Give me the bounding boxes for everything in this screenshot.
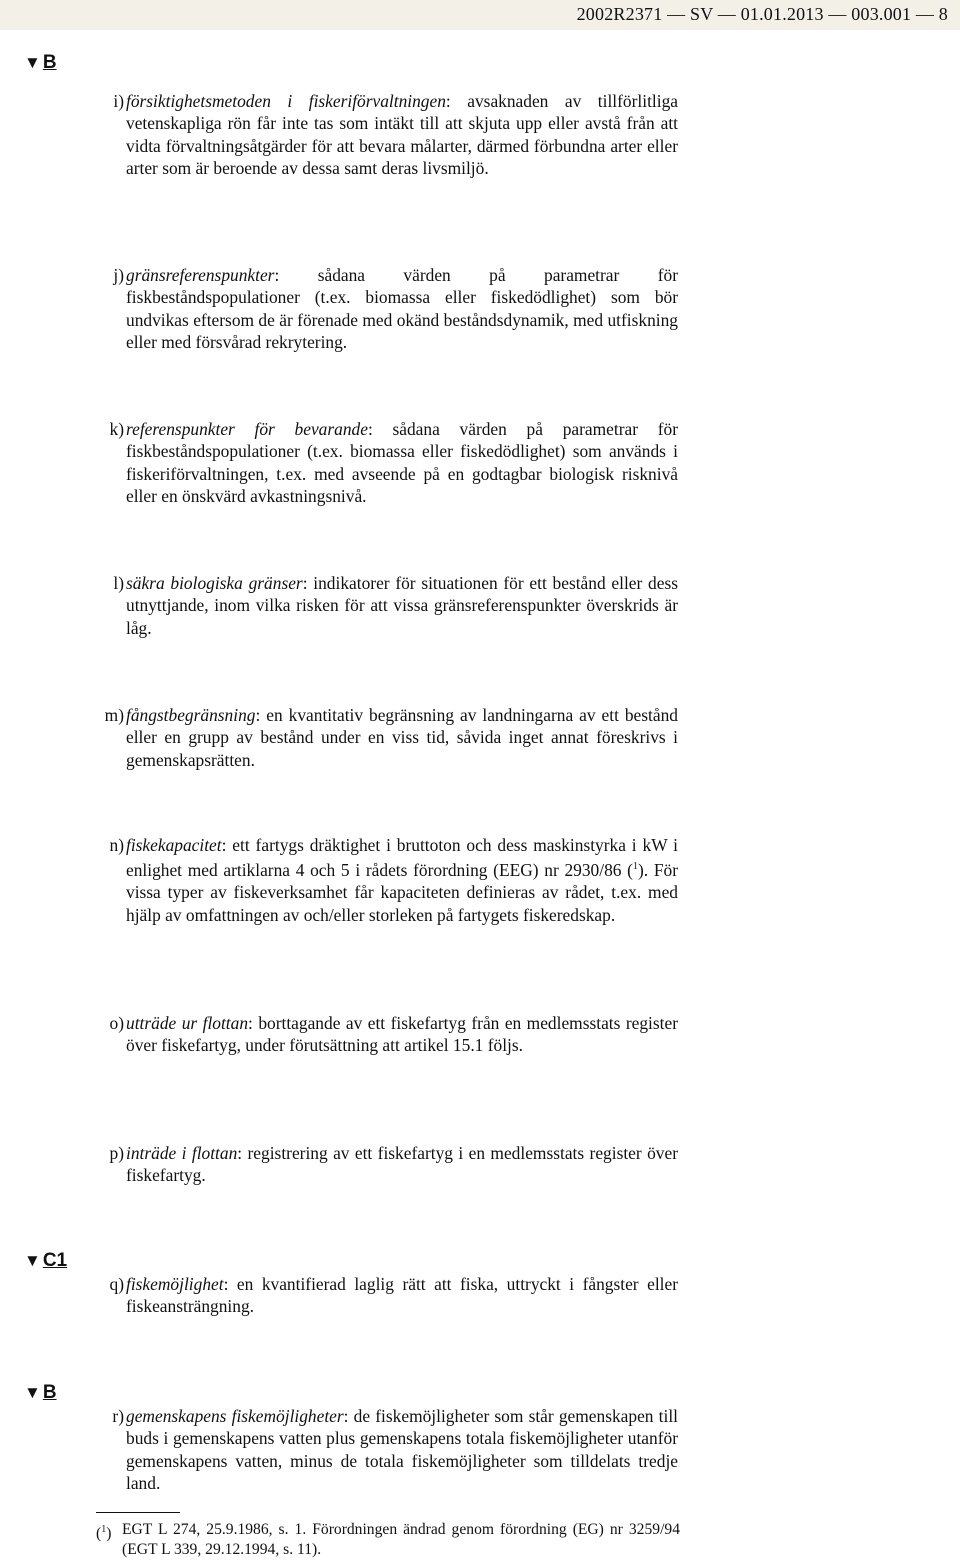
definition-l (96, 572, 678, 639)
definition-text: : sådana värden på parametrar för fiskbeståndspopulationer (t.ex. biomassa eller fiskedödlighet) som bör undvikas eftersom de är förenade med okänd beståndsdynamik, med utfiskning eller med försvårad rekrytering. (126, 265, 678, 352)
footnote (96, 1520, 680, 1560)
definition-o (96, 1012, 678, 1057)
page-header (0, 0, 960, 30)
definition-q (96, 1273, 678, 1318)
item-label: m) (104, 705, 124, 725)
defined-term: referenspunkter för bevarande (126, 419, 368, 439)
triangle-down-icon: ▼ (24, 53, 41, 72)
item-label: r) (112, 1406, 124, 1426)
footnote-reference[interactable]: 1 (632, 861, 638, 873)
definition-i (96, 90, 678, 179)
item-label: q) (109, 1274, 124, 1294)
defined-term: gränsreferenspunkter (126, 265, 275, 285)
footnote-separator (96, 1512, 180, 1513)
footnote-text: EGT L 274, 25.9.1986, s. 1. Förordningen ändrad genom förordning (EG) nr 3259/94 (EGT L 339, 29.12.1994, s. 11). (122, 1521, 680, 1558)
defined-term: fångstbegränsning (126, 705, 256, 725)
definition-m (96, 704, 678, 771)
item-label: o) (109, 1013, 124, 1033)
triangle-down-icon: ▼ (24, 1251, 41, 1270)
amendment-marker-b (24, 52, 57, 74)
defined-term: försiktighetsmetoden i fiskeriförvaltningen (126, 91, 446, 111)
item-label: n) (109, 835, 124, 855)
definition-j (96, 264, 678, 353)
definition-n (96, 834, 678, 926)
definition-text: : en kvantifierad laglig rätt att fiska, uttryckt i fångster eller fiskeansträngning. (126, 1274, 678, 1317)
definition-text: : ett fartygs dräktighet i bruttoton och dess maskinstyrka i kW i enlighet med artiklarna 4 och 5 i rådets förordning (EEG) nr 2930/86 ( (126, 835, 678, 881)
definition-text-continued: ). För vissa typer av fiskeverksamhet får kapaciteten definieras av rådet, t.ex. med hjälp av omfattningen av och/eller storleken på fartygets fiskeredskap. (126, 860, 678, 925)
item-label: i) (113, 91, 124, 111)
marker-code: C1 (42, 1250, 68, 1271)
definition-text: : avsaknaden av tillförlitliga vetenskapliga rön får inte tas som intäkt till att skjuta upp eller avstå från att vidta förvaltningsåtgärder för att bevara målarter, därmed förbundna arter eller arter som är beroende av dessa samt deras livsmiljö. (126, 91, 678, 178)
item-label: p) (109, 1143, 124, 1163)
marker-code: B (42, 1382, 57, 1403)
footnote-number: ($^1$) (96, 1524, 112, 1543)
amendment-marker-c1 (24, 1250, 67, 1272)
defined-term: gemenskapens fiskemöjligheter (126, 1406, 344, 1426)
item-label: k) (109, 419, 124, 439)
definition-text: : indikatorer för situationen för ett bestånd eller dess utnyttjande, inom vilka risken för att vissa gränsreferenspunkter överskrids är låg. (126, 573, 678, 638)
document-reference: 2002R2371 — SV — 01.01.2013 — 003.001 — 8 (576, 4, 948, 24)
triangle-down-icon: ▼ (24, 1383, 41, 1402)
marker-code: B (42, 52, 57, 73)
definition-r (96, 1405, 678, 1494)
defined-term: säkra biologiska gränser (126, 573, 303, 593)
defined-term: inträde i flottan (126, 1143, 238, 1163)
item-label: l) (113, 573, 124, 593)
item-label: j) (113, 265, 124, 285)
definition-text: : registrering av ett fiskefartyg i en medlemsstats register över fiskefartyg. (126, 1143, 678, 1186)
definition-text: : en kvantitativ begränsning av landningarna av ett bestånd eller en grupp av bestånd under en viss tid, såvida inget annat föreskrivs i gemenskapsrätten. (126, 705, 678, 770)
definition-p (96, 1142, 678, 1187)
definition-text: : de fiskemöjligheter som står gemenskapen till buds i gemenskapens vatten plus gemenskapens totala fiskemöjligheter utanför gemenskapens vatten, minus de totala fiskemöjligheter som tilldelats tredje land. (126, 1406, 678, 1493)
definition-text: : borttagande av ett fiskefartyg från en medlemsstats register över fiskefartyg, under förutsättning att artikel 15.1 följs. (126, 1013, 678, 1056)
amendment-marker-b (24, 1382, 57, 1404)
definition-k (96, 418, 678, 507)
definition-text: : sådana värden på parametrar för fiskbeståndspopulationer (t.ex. biomassa eller fiskedödlighet) som används i fiskeriförvaltningen, t.ex. med avseende på en godtagbar biologisk risknivå eller en önskvärd avkastningsnivå. (126, 419, 678, 506)
defined-term: utträde ur flottan (126, 1013, 249, 1033)
defined-term: fiskemöjlighet (126, 1274, 224, 1294)
defined-term: fiskekapacitet (126, 835, 222, 855)
